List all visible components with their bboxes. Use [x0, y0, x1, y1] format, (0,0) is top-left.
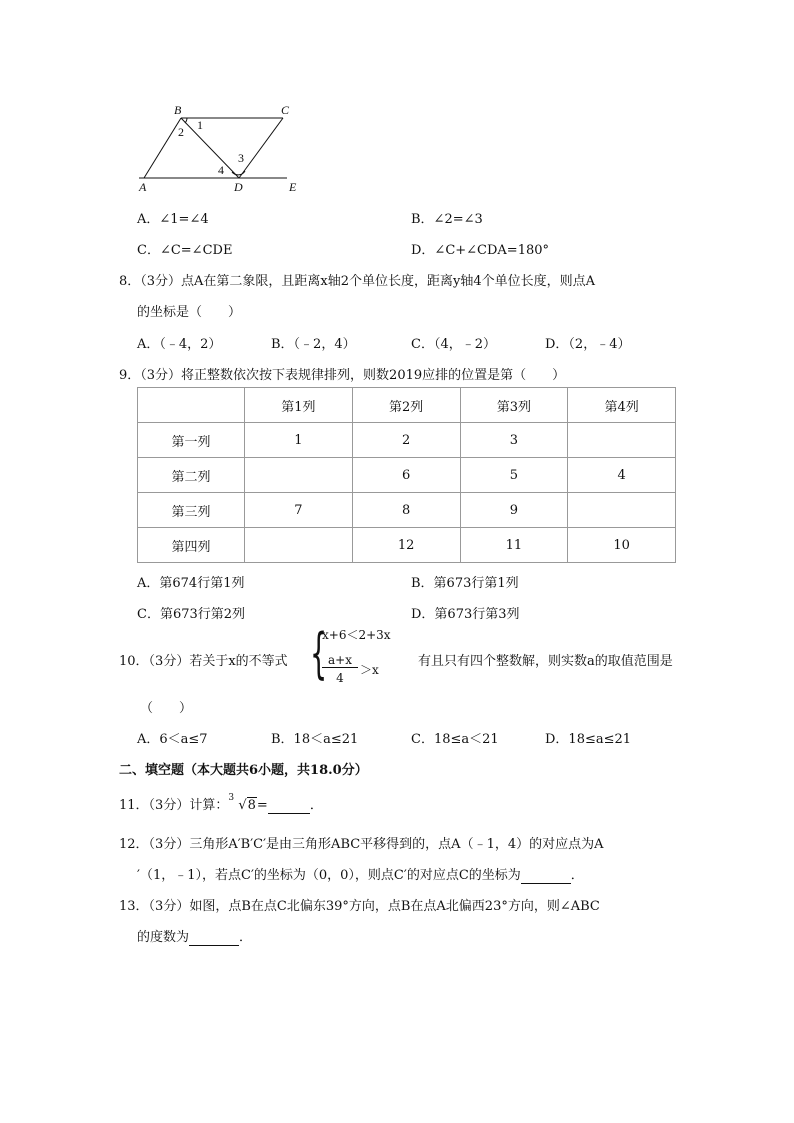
q8-option-b: B．（﹣2，4） [271, 337, 356, 352]
q9-option-d: D．第673行第3列 [411, 607, 520, 622]
table-cell: 7 [245, 493, 353, 528]
label-d: D [234, 180, 243, 194]
table-row [138, 528, 676, 563]
table-cell: 12 [352, 528, 460, 563]
table-cell: 第2列 [352, 388, 460, 423]
q12-answer-blank[interactable] [521, 868, 571, 884]
table-cell [568, 493, 676, 528]
q11-equals: = [256, 798, 268, 813]
q8-stem-line1: 8．（3分）点A在第二象限，且距离x轴2个单位长度，距离y轴4个单位长度，则点A [119, 274, 596, 289]
q10-option-d: D．18≤a≤21 [545, 732, 632, 747]
q11-prefix: 11．（3分）计算： [119, 798, 229, 813]
table-cell: 3 [460, 423, 568, 458]
table-cell [245, 458, 353, 493]
q9-option-b: B．第673行第1列 [411, 576, 519, 591]
table-cell: 2 [352, 423, 460, 458]
q7-option-c: C．∠C=∠CDE [137, 243, 233, 258]
q12-stem-line2-wrap [137, 864, 584, 884]
parallelogram-figure [130, 98, 310, 196]
table-cell: 8 [352, 493, 460, 528]
q13-stem-line2: 的度数为 [137, 930, 190, 945]
q11-end: ． [309, 798, 323, 813]
q13-answer-blank[interactable] [189, 930, 239, 946]
q8-option-c: C．（4，﹣2） [411, 337, 496, 352]
q12-stem-line2: ′（1，﹣1），若点C′的坐标为（0，0），则点C′的对应点C的坐标为 [137, 868, 521, 883]
q11-answer-blank[interactable] [268, 798, 310, 814]
angle-arc-b [185, 118, 187, 123]
q10-inequality-system [310, 624, 400, 690]
table-row [138, 458, 676, 493]
table-cell [245, 528, 353, 563]
inequality-2-relation: ＞x [360, 663, 379, 677]
table-cell: 4 [568, 458, 676, 493]
radical-sign: √ [238, 798, 247, 813]
q8-option-a: A．（﹣4，2） [137, 337, 222, 352]
q8-stem-line2: 的坐标是（ ） [137, 305, 242, 320]
table-cell: 6 [352, 458, 460, 493]
cube-root [228, 793, 257, 813]
table-cell: 第一列 [138, 423, 245, 458]
table-row [138, 423, 676, 458]
table-cell: 第二列 [138, 458, 245, 493]
line-ab [144, 118, 181, 178]
q10-stem-suffix: 有且只有四个整数解，则实数a的取值范围是 [418, 654, 673, 669]
table-header-row [138, 388, 676, 423]
angle-label-1: 1 [197, 118, 203, 132]
q9-option-a: A．第674行第1列 [137, 576, 245, 591]
table-cell: 5 [460, 458, 568, 493]
q12-end: ． [570, 868, 584, 883]
q7-option-a: A．∠1=∠4 [137, 212, 209, 227]
q10-stem-prefix: 10．（3分）若关于x的不等式 [119, 654, 288, 669]
q10-option-a: A．6＜a≤7 [137, 732, 208, 747]
line-bd [181, 118, 239, 178]
section-title: 二、填空题（本大题共6小题，共18.0分） [119, 763, 368, 778]
radicand: 8 [247, 798, 256, 813]
table-cell: 10 [568, 528, 676, 563]
label-e: E [289, 180, 297, 194]
q7-option-b: B．∠2=∠3 [411, 212, 483, 227]
q10-option-b: B．18＜a≤21 [271, 732, 359, 747]
table-cell: 第4列 [568, 388, 676, 423]
angle-label-4: 4 [218, 163, 224, 177]
q8-option-d: D．（2，﹣4） [545, 337, 631, 352]
table-cell: 第1列 [245, 388, 353, 423]
table-cell [568, 423, 676, 458]
table-row [138, 493, 676, 528]
q7-option-d: D．∠C+∠CDA=180° [411, 243, 550, 258]
q13-stem-line1: 13．（3分）如图，点B在点C北偏东39°方向，点B在点A北偏西23°方向，则∠ABC [119, 899, 600, 914]
q13-stem-line2-wrap [137, 926, 252, 946]
table-cell: 第三列 [138, 493, 245, 528]
table-cell: 第四列 [138, 528, 245, 563]
table-cell [138, 388, 245, 423]
angle-label-3: 3 [238, 151, 244, 165]
label-c: C [281, 103, 290, 117]
table-cell: 第3列 [460, 388, 568, 423]
root-index: 3 [228, 793, 235, 803]
line-cd [239, 118, 283, 178]
q10-option-c: C．18≤a＜21 [411, 732, 499, 747]
fraction-denominator: 4 [336, 671, 344, 685]
table-cell: 9 [460, 493, 568, 528]
q9-stem: 9．（3分）将正整数依次按下表规律排列，则数2019应排的位置是第（ ） [119, 368, 566, 383]
q11-question [119, 794, 323, 814]
brace-symbol: { [310, 622, 328, 685]
table-cell: 1 [245, 423, 353, 458]
q10-paren: （ ） [140, 701, 193, 716]
angle-label-2: 2 [178, 125, 184, 139]
label-b: B [174, 103, 182, 117]
q13-end: ． [239, 930, 253, 945]
label-a: A [139, 180, 147, 194]
q12-stem-line1: 12．（3分）三角形A′B′C′是由三角形ABC平移得到的，点A（﹣1，4）的对应点为A [119, 837, 604, 852]
table-cell: 11 [460, 528, 568, 563]
q9-number-table [137, 387, 676, 563]
inequality-1: x+6＜2+3x [322, 628, 391, 642]
q9-option-c: C．第673行第2列 [137, 607, 246, 622]
figure-lines [139, 118, 287, 178]
fraction-numerator: a+x [322, 653, 358, 668]
